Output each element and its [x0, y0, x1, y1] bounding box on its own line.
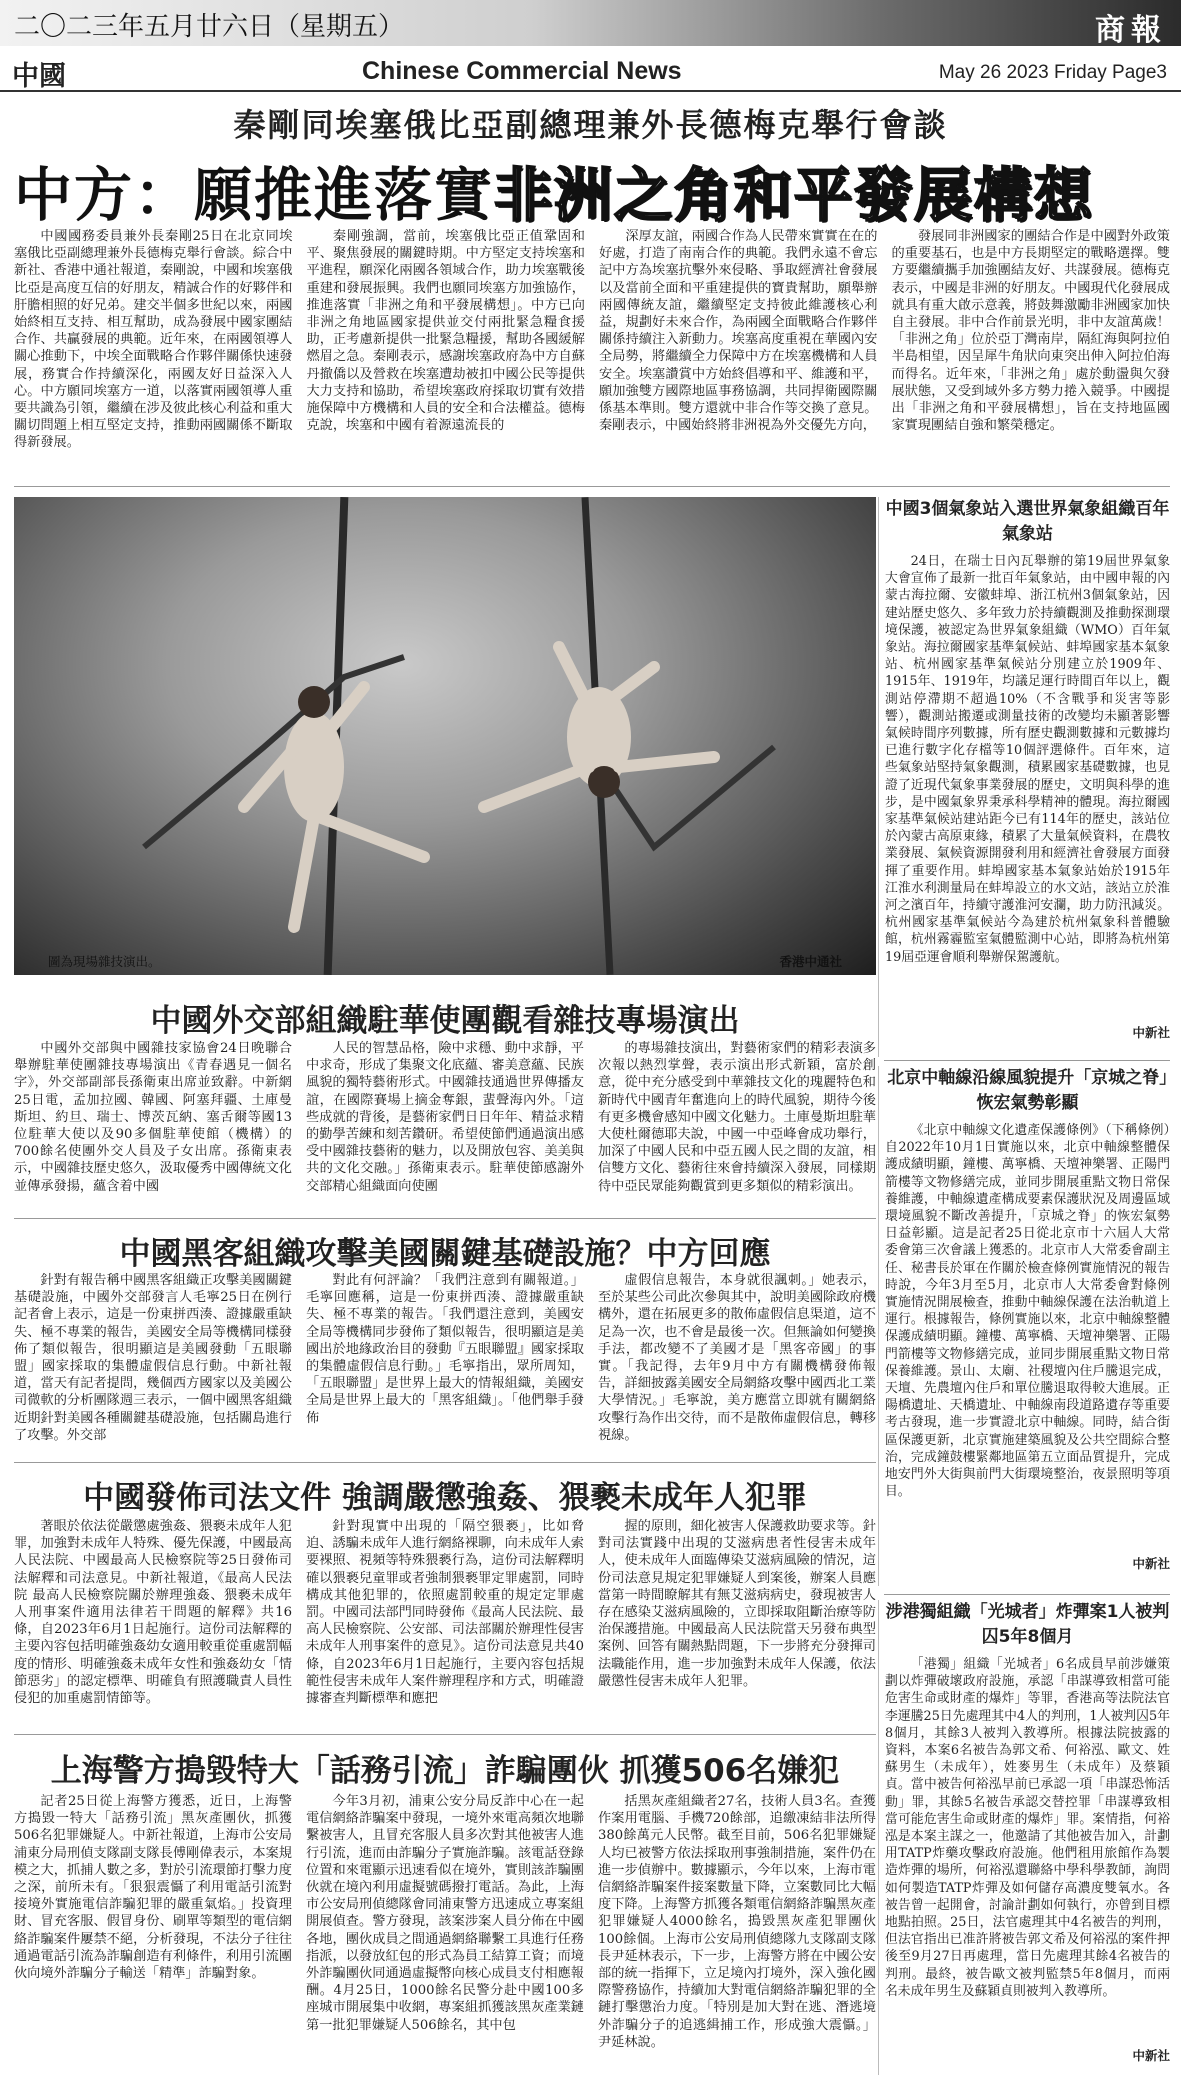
publication-name: Chinese Commercial News: [362, 57, 682, 85]
lead-body: [14, 228, 1170, 476]
divider: [14, 1734, 876, 1735]
sidebar-story-2: [878, 1066, 1170, 1586]
divider: [14, 1218, 876, 1219]
side2-headline: 北京中軸線沿線風貌提升「京城之脊」恢宏氣勢彰顯: [887, 1068, 1168, 1113]
sidebar-story-1: [878, 497, 1170, 1057]
lead-col-4: 發展同非洲國家的團結合作是中國對外政策的重要基石，也是中方長期堅定的戰略選擇。雙方要繼續攜手加強團結友好、共謀發展。德梅克表示，中國是非洲的好朋友。中國現代化發展成就具有重大啟示意義，將鼓舞激勵非洲國家加快自主發展。非中合作前景光明，非中友誼萬歲！「非洲之角」位於亞丁灣南岸，隔紅海與阿拉伯半島相望，因呈犀牛角狀向東突出伸入阿拉伯海而得名。近年來，「非洲之角」處於動盪與欠發展狀態，又受到域外多方勢力捲入競爭。中國提出「非洲之角和平發展構想」，旨在支持地區國家實現團結自強和繁榮穩定。: [891, 229, 1170, 434]
section-name: 中國: [12, 61, 66, 92]
art4-col-1: 著眼於依法從嚴懲處強姦、猥褻未成年人犯罪，加強對未成年人特殊、優先保護，中國最高人民法院、中國最高人民檢察院等25日發佈司法解釋和司法意見。中新社報道，《最高人民法院 最高人民檢察院關於辦理強姦、猥褻未成年人刑事案件適用法律若干問題的解釋》共16條，自2023年6月1日起施行。這份司法解釋的主要內容包括明確強姦幼女適用較重從重處罰幅度的情形、明確強姦未成年女性和強姦幼女「情節惡劣」的認定標準、明確負有照護職責人員性侵犯的加重處罰情節等。: [14, 1519, 292, 1707]
acrobat-figures: [14, 497, 876, 975]
lead-subhead: 秦剛同埃塞俄比亞副總理兼外長德梅克舉行會談: [233, 106, 948, 144]
issue-date: 二〇二三年五月廿六日（星期五）: [14, 12, 405, 42]
side2-source: 中新社: [1132, 1556, 1170, 1571]
art4-col-3: 握的原則，細化被害人保護救助要求等。針對司法實踐中出現的艾滋病患者性侵害未成年人，使未成年人面臨傳染艾滋病風險的情況，這份司法意見規定犯罪嫌疑人到案後，辦案人員應當第一時間瞭解其有無艾滋病病史，發現被害人存在感染艾滋病風險的，立即採取阻斷治療等防治保護措施。中國最高人民法院當天另發布典型案例、回答有關熱點問題，下一步將充分發揮司法職能作用，進一步加強對未成年人保護，依法嚴懲性侵害未成年人犯罪。: [598, 1519, 876, 1689]
lead-col-2: 秦剛強調，當前，埃塞俄比亞正值鞏固和平、聚焦發展的關鍵時期。中方堅定支持埃塞和平進程，願深化兩國各領域合作，助力埃塞戰後重建和發展振興。我們也願同埃塞方加強協作，推進落實「非洲之角和平發展構想」。中方已向非洲之角地區國家提供並交付兩批緊急糧食援助，正考慮新提供一批緊急糧援，幫助各國緩解燃眉之急。秦剛表示，感謝埃塞政府為中方自蘇丹撤僑以及營救在埃塞遭劫被扣中國公民等提供大力支持和協助，希望埃塞政府採取切實有效措施保障中方機構和人員的安全和合法權益。德梅克說，埃塞和中國有着源遠流長的: [306, 229, 585, 434]
lead-headline-outline: 非洲之角和平發展構想: [494, 161, 1095, 229]
side3-source: 中新社: [1132, 2048, 1170, 2063]
art3-headline: 中國黑客組織攻擊美國關鍵基礎設施？中方回應: [119, 1236, 771, 1272]
side1-headline: 中國3個氣象站入選世界氣象組織百年氣象站: [885, 499, 1170, 544]
art5-headline: 上海警方搗毀特大「話務引流」詐騙團伙 抓獲506名嫌犯: [50, 1753, 840, 1789]
side3-headline: 涉港獨組織「光城者」炸彈案1人被判囚5年8個月: [885, 1602, 1170, 1647]
art4-body: [14, 1518, 876, 1726]
art2-col-2: 人民的智慧品格，險中求穩、動中求靜，平中求奇，形成了集聚文化底蘊、審美意蘊、民族風貌的獨特藝術形式。中國雜技通過世界傳播友誼，在國際賽場上摘金奪銀，蜚聲海內外。「這些成就的背後，是藝術家們日日年年、精益求精的勤學苦練和刻苦鑽研。希望使節們通過演出感受中國雜技藝術的魅力，以及開放包容、美美與共的文化交融。」孫衛東表示。駐華使節感謝外交部精心組織面向使團: [306, 1041, 584, 1194]
photo-credit: 香港中通社: [779, 954, 842, 969]
lead-headline-dark: 中方：願推進落實: [14, 161, 495, 229]
art4-col-2: 針對現實中出現的「隔空猥褻」，比如脅迫、誘騙未成年人進行網絡裸聊，向未成年人索要裸照、視頻等特殊猥褻行為，這份司法解釋明確以猥褻兒童罪或者強制猥褻罪定罪處罰，同時構成其他犯罪的，依照處罰較重的規定定罪處罰。中國司法部門同時發佈《最高人民法院、最高人民檢察院、公安部、司法部關於辦理性侵害未成年人刑事案件的意見》。這份司法意見共40條，自2023年6月1日起施行，主要內容包括規範性侵害未成年人案件辦理程序和方式，明確證據審查判斷標準和應把: [306, 1519, 584, 1707]
section-row: [0, 52, 1181, 92]
photo-caption: 圖為現場雜技演出。: [48, 954, 161, 969]
art5-body: [14, 1793, 876, 2073]
art5-col-3: 括黑灰產組織者27名，技術人員3名。查獲作案用電腦、手機720餘部，追繳凍結非法所得380餘萬元人民幣。截至目前，506名犯罪嫌疑人均已被警方依法採取刑事強制措施，案件仍在進一步偵辦中。數據顯示，今年以來，上海市電信網絡詐騙案件接案數量下降，立案數同比大幅度下降。上海警方抓獲各類電信網絡詐騙黑灰產犯罪嫌疑人4000餘名，搗毀黑灰產犯罪團伙100餘個。上海市公安局刑偵總隊九支隊副支隊長尹延林表示，下一步，上海警方將在中國公安部的統一指揮下，立足境內打境外，深入強化國際警務協作，持續加大對電信網絡詐騙犯罪的全鏈打擊懲治力度。「特別是加大對在逃、潛逃境外詐騙分子的追逃緝捕工作，形成強大震懾。」尹延林說。: [598, 1794, 876, 2050]
art3-col-1: 針對有報告稱中國黑客組織正攻擊美國關鍵基礎設施，中國外交部發言人毛寧25日在例行記者會上表示，這是一份東拼西湊、證據嚴重缺失、極不專業的報告，美國安全局等機構同樣發佈了類似報告，很明顯這是美國發動「五眼聯盟」國家採取的集體虛假信息行動。中新社報道，當天有記者提問，幾個西方國家以及美國公司微軟的分析團隊週三表示，一個中國黑客組織近期針對美國各種關鍵基礎設施，包括關島進行了攻擊。外交部: [14, 1273, 292, 1443]
side1-text: 24日，在瑞士日內瓦舉辦的第19屆世界氣象大會宣佈了最新一批百年氣象站，由中國申報的內蒙古海拉爾、安徽蚌埠、浙江杭州3個氣象站，因建站歷史悠久、多年致力於持續觀測及推動探測環境保護，被認定為世界氣象組織（WMO）百年氣象站。海拉爾國家基準氣候站、蚌埠國家基本氣象站、杭州國家基準氣候站分別建立於1909年、1915年、1919年，均議足運行時間百年以上，觀測站停滯期不超過10%（不含戰爭和災害等影響），觀測站搬遷或測量技術的改變均未顯著影響氣候時間序列數據，所有歷史觀測數據和元數據均已進行數字化存檔等10個評選條件。百年來，這些氣象站堅持氣象觀測，積累國家基礎數據，也見證了近現代氣象事業發展的歷史，文明與科學的進步，是中國氣象界秉承科學精神的體現。海拉爾國家基準氣候站建站距今已有114年的歷史，該站位於內蒙古高原東緣，積累了大量氣候資料，在農牧業發展、氣候資源開發利用和經濟社會發展方面發揮了重要作用。蚌埠國家基本氣象站始於1915年江淮水利測量局在蚌埠設立的水文站，該站立於淮河之濱百年，持續守護淮河安瀾，助力防汛減災。杭州國家基準氣候站今為建於杭州氣象科普體驗館，杭州霧霾監室氣體監測中心站，即將為杭州第19屆亞運會順利舉辦保駕護航。: [885, 554, 1170, 965]
divider: [14, 1462, 876, 1463]
art2-col-3: 的專場雜技演出，對藝術家們的精彩表演多次報以熱烈掌聲，表示演出形式新穎，富於創意，從中充分感受到中華雜技文化的瑰麗特色和新時代中國青年奮進向上的時代風貌，期待今後有更多機會感知中國文化魅力。土庫曼斯坦駐華大使杜爾德耶夫說，中國一中亞峰會成功舉行，加深了中國人民和中亞五國人民之間的友誼，相信雙方文化、藝術往來會持續深入發展，同樣期待中亞民眾能夠觀賞到更多類似的精彩演出。: [598, 1041, 876, 1194]
art4-headline: 中國發佈司法文件 強調嚴懲強姦、猥褻未成年人犯罪: [83, 1480, 807, 1516]
side1-source: 中新社: [1132, 1025, 1170, 1040]
sidebar-story-3: [878, 1600, 1170, 2075]
divider: [884, 1060, 1170, 1061]
side3-text: 「港獨」組織「光城者」6名成員早前涉嫌策劃以炸彈破壞政府設施，承認「串謀導致相當可能危害生命或財產的爆炸」等罪，香港高等法院法官李運騰25日先處理其中4人的判刑，1人被判囚5年8個月，其餘3人被判入教導所。根據法院披露的資料，本案6名被告為郭文希、何裕泓、歐文、姓蘇男生（未成年），姓麥男生（未成年）及蔡穎貞。當中被告何裕泓早前已承認一項「串謀恐怖活動」罪，其餘5名被告承認交替控罪「串謀導致相當可能危害生命或財產的爆炸」罪。案情指，何裕泓是本案主謀之一，他邀請了其他被告加入，計劃用TATP炸藥攻擊政府設施。他們租用旅館作為製造炸彈的場所，何裕泓還聯絡中學科學教師，詢問如何製造TATP炸彈及如何儲存高濃度雙氧水。各被告曾一起開會，討論計劃如何執行，亦曾到目標地點拍照。25日，法官處理其中4名被告的判刑，但法官指出已准許將被告郭文希及何裕泓的案件押後至9月27日再處理，當日先處理其餘4名被告的判刑。最終，被告歐文被判監禁5年8個月，而兩名未成年男生及蘇穎貞則被判入教導所。: [885, 1657, 1170, 1999]
art2-col-1: 中國外交部與中國雜技家協會24日晚聯合舉辦駐華使團雜技專場演出《青春遇見一個名字》，外交部副部長孫衛東出席並致辭。中新網25日電，孟加拉國、韓國、阿塞拜疆、土庫曼斯坦、約旦、瑞士、博茨瓦納、塞舌爾等國13位駐華大使以及90多個駐華使館（機構）的700餘名使團外交人員及子女出席。孫衛東表示，中國雜技歷史悠久，汲取優秀中國傳統文化並傳承發揚，蘊含着中國: [14, 1041, 292, 1194]
art3-col-2: 對此有何評論？「我們注意到有關報道。」毛寧回應稱，這是一份東拼西湊、證據嚴重缺失、極不專業的報告。「我們還注意到，美國安全局等機構同步發佈了類似報告，很明顯這是美國出於地緣政治目的發動『五眼聯盟』國家採取的集體虛假信息行動。」毛寧指出，眾所周知，「五眼聯盟」是世界上最大的情報組織，美國安全局是世界上最大的「黑客組織」。「他們舉手發佈: [306, 1273, 584, 1426]
brand-logo: 商報: [1095, 13, 1167, 48]
side2-text: 《北京中軸線文化遺產保護條例》（下稱條例）自2022年10月1日實施以來，北京中軸線整體保護成績明顯，鐘樓、萬寧橋、天壇神樂署、正陽門箭樓等文物修繕完成，並同步開展重點文物日常保養維護，中軸線遺產構成要素保護狀況及周邊區域環境風貌不斷改善提升，「京城之脊」的恢宏氣勢日益彰顯。這是記者25日從北京市十六屆人大常委會第三次會議上獲悉的。北京市人大常委會副主任、秘書長於軍在作關於檢查條例實施情況的報告時說，今年3月至5月，北京市人大常委會對條例實施情況開展檢查，推動中軸線保護在法治軌道上運行。根據報告，條例實施以來，北京中軸線整體保護成績明顯。鐘樓、萬寧橋、天壇神樂署、正陽門箭樓等文物修繕完成，並同步開展重點文物日常保養維護。景山、太廟、社稷壇內住戶騰退完成，天壇、先農壇內住戶和單位騰退取得較大進展。正陽橋遺址、天橋遺址、中軸線南段道路遺存等重要考古發現，進一步實證北京中軸線。同時，結合街區保護更新，北京實施建築風貌及公共空間綜合整治，完成鐘鼓樓緊鄰地區第五立面品質提升，完成地安門外大街與前門大街環境整治，夜景照明等項目。: [885, 1123, 1170, 1500]
page-date: May 26 2023 Friday Page3: [938, 62, 1167, 83]
lead-col-1: 中國國務委員兼外長秦剛25日在北京同埃塞俄比亞副總理兼外長德梅克舉行會談。綜合中新社、香港中通社報道，秦剛說，中國和埃塞俄比亞是高度互信的好朋友，精誠合作的好夥伴和肝膽相照的好兄弟。建交半個多世紀以來，兩國始終相互支持、相互幫助，成為發展中國家團結合作、共贏發展的典範。近年來，在兩國領導人關心推動下，中埃全面戰略合作夥伴關係快速發展，務實合作持續深化，兩國友好日益深入人心。中方願同埃塞方一道，以落實兩國領導人重要共識為引領，繼續在涉及彼此核心利益和重大關切問題上相互堅定支持，推動兩國關係不斷取得新發展。: [14, 229, 293, 451]
masthead-bar: [0, 0, 1181, 46]
art5-col-2: 今年3月初，浦東公安分局反詐中心在一起電信網絡詐騙案中發現，一境外來電高頻次地聯繫被害人，且冒充客服人員多次對其他被害人進行引流，進而由詐騙分子實施詐騙。該電話登錄位置和來電顯示迅速看似在境外，實則該詐騙團伙就在境內利用虛擬號碼撥打電話。為此，上海市公安局刑偵總隊會同浦東警方迅速成立專案組開展偵查。警方發現，該案涉案人員分佈在中國各地，團伙成員之間通過網絡聯繫工具進行任務指派，以發放紅包的形式為員工結算工資；而境外詐騙團伙同通過虛擬幣向核心成員支付相應報酬。4月25日，1000餘名民警分赴中國100多座城市開展集中收網，專案組抓獲該黑灰產業鏈第一批犯罪嫌疑人506餘名，其中包: [306, 1794, 584, 2033]
lead-headline: [14, 148, 1095, 229]
art5-col-1: 記者25日從上海警方獲悉，近日，上海警方搗毀一特大「話務引流」黑灰產團伙，抓獲506名犯罪嫌疑人。中新社報道，上海市公安局浦東分局刑偵支隊副支隊長傅剛偉表示，本案規模之大，抓捕人數之多，對於引流環節打擊力度之深，前所未有。「狠狠震懾了利用電話引流對接境外實施電信詐騙犯罪的嚴重氣焰。」投資理財、冒充客服、假冒身份、刷單等類型的電信網絡詐騙案件屢禁不絕，分析發現，不法分子往往通過電話引流為詐騙創造有利條件，利用引流團伙向境外詐騙分子輸送「精準」詐騙對象。: [14, 1794, 292, 1982]
art3-col-3: 虛假信息報告，本身就很諷刺。」她表示，至於某些公司此次參與其中，說明美國除政府機構外，還在拓展更多的散佈虛假信息渠道，這不足為一次，也不會是最後一次。但無論如何變換手法，都改變不了美國才是「黑客帝國」的事實。「我記得，去年9月中方有關機構發佈報告，詳細披露美國安全局網絡攻擊中國西北工業大學情況。」毛寧說，美方應當立即就有關網絡攻擊行為作出交待，而不是散佈虛假信息，轉移視線。: [598, 1273, 876, 1443]
art2-headline: 中國外交部組織駐華使團觀看雜技專場演出: [150, 1003, 740, 1039]
art3-body: [14, 1272, 876, 1456]
divider: [884, 1594, 1170, 1595]
art2-body: [14, 1040, 876, 1212]
acrobat-photo: [14, 497, 876, 975]
lead-col-3: 深厚友誼，兩國合作為人民帶來實實在在的好處，打造了南南合作的典範。我們永遠不會忘記中方為埃塞抗擊外來侵略、爭取經濟社會發展以及當前全面和平重建提供的寶貴幫助，願舉辦兩國傳統友誼，繼續堅定支持彼此維護核心利益，規劃好未來合作，為兩國全面戰略合作夥伴關係持續注入新動力。埃塞高度重視在華國內安全局勢，將繼續全力保障中方在埃塞機構和人員安全。埃塞讚賞中方始終倡導和平、維護和平，願加強雙方國際地區事務協調，共同捍衛國際關係基本準則。雙方還就中非合作等交換了意見。秦剛表示，中國始終將非洲視為外交優先方向，: [599, 229, 878, 434]
photo-caption-bar: [14, 948, 876, 976]
divider: [14, 486, 1170, 487]
